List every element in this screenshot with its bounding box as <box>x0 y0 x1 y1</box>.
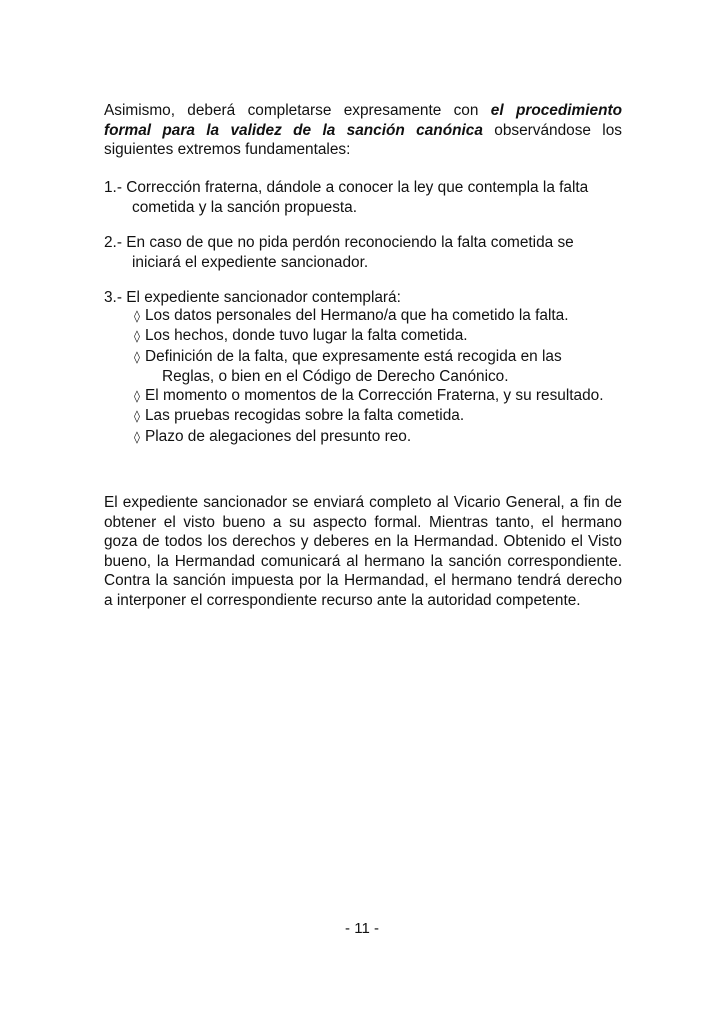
item-number: 3.- <box>104 289 127 306</box>
sub-item-text: Definición de la falta, que expresamente está recogida en las <box>145 347 562 365</box>
sub-list-item <box>134 427 622 447</box>
diamond-bullet-icon: ◊ <box>134 429 140 444</box>
item-text: El expediente sancionador contemplará: <box>126 289 401 306</box>
sub-list-item <box>134 386 622 406</box>
item-number: 2.- <box>104 234 127 251</box>
page-number: - 11 - <box>345 920 379 937</box>
sub-item-continuation: Reglas, o bien en el Código de Derecho Canónico. <box>162 367 509 385</box>
closing-paragraph: El expediente sancionador se enviará completo al Vicario General, a fin de obtener el visto bueno a su aspecto formal. Mientras tanto, el hermano goza de todos los derechos y deberes en la Hermandad. Obtenido el Visto bueno, la Hermandad comunicará al hermano la sanción correspondiente. Contra la sanción impuesta por la Hermandad, el hermano tendrá derecho a interponer el correspondiente recurso ante la autoridad competente. <box>104 494 622 609</box>
intro-paragraph <box>104 101 622 160</box>
sub-item-text: Los datos personales del Hermano/a que ha cometido la falta. <box>145 307 569 324</box>
sub-list-item <box>134 406 622 426</box>
numbered-item-2 <box>104 233 622 272</box>
item-text-continuation: iniciará el expediente sancionador. <box>132 253 369 271</box>
diamond-bullet-icon: ◊ <box>134 309 140 323</box>
intro-text-before: Asimismo, deberá completarse expresamente con <box>104 102 491 119</box>
sub-item-text: Plazo de alegaciones del presunto reo. <box>145 427 412 445</box>
diamond-bullet-icon: ◊ <box>134 409 140 424</box>
numbered-item-1 <box>104 178 622 217</box>
item-number: 1.- <box>104 179 127 196</box>
sub-list <box>134 306 622 447</box>
diamond-bullet-icon: ◊ <box>134 389 140 404</box>
item-text: Corrección fraterna, dándole a conocer la ley que contempla la falta <box>126 179 589 196</box>
sub-item-text: Las pruebas recogidas sobre la falta cometida. <box>145 407 465 425</box>
numbered-item-3 <box>104 288 622 308</box>
intro-text-after: observándose los siguientes extremos fundamentales: <box>104 121 622 158</box>
diamond-bullet-icon: ◊ <box>134 329 140 344</box>
item-text: En caso de que no pida perdón reconociendo la falta cometida se <box>126 234 574 251</box>
item-text-continuation: cometida y la sanción propuesta. <box>132 198 358 216</box>
sub-item-text: El momento o momentos de la Corrección Fraterna, y su resultado. <box>145 387 604 405</box>
intro-emphasis: el procedimiento formal para la validez de la sanción canónica <box>104 102 622 139</box>
sub-list-item <box>134 306 622 326</box>
sub-list-item <box>134 347 622 387</box>
sub-item-text: Los hechos, donde tuvo lugar la falta cometida. <box>145 327 468 345</box>
diamond-bullet-icon: ◊ <box>134 349 140 364</box>
sub-list-item <box>134 326 622 346</box>
